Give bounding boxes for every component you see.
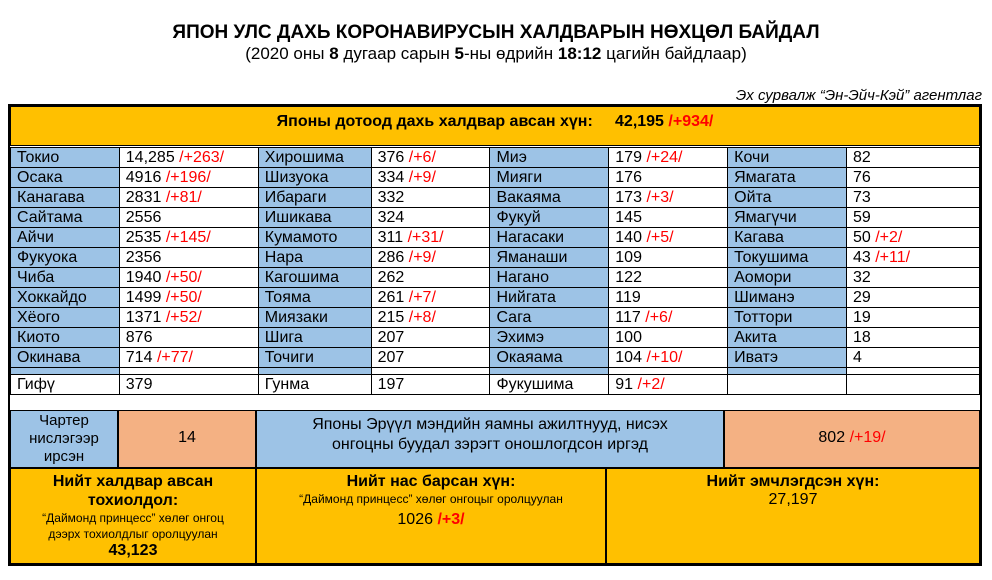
count-value: 311 (377, 229, 404, 246)
prefecture-name: Мияги (490, 168, 609, 188)
table-row (11, 168, 980, 188)
count-delta: /+8/ (408, 309, 436, 326)
count-value: 104 (615, 349, 642, 366)
count-delta: /+10/ (646, 349, 683, 366)
prefecture-name: Тоттори (728, 308, 847, 328)
domestic-total-delta: /+934/ (668, 113, 714, 130)
prefecture-name: Хоккайдо (11, 288, 120, 308)
count-value: 82 (852, 149, 871, 166)
prefecture-name: Шиманэ (728, 288, 847, 308)
count-delta: /+9/ (408, 169, 436, 186)
prefecture-count (846, 268, 979, 288)
prefecture-name: Нара (258, 248, 371, 268)
count-delta: /+50/ (165, 289, 202, 306)
prefecture-count (846, 375, 979, 395)
prefecture-name: Эхимэ (490, 328, 609, 348)
prefecture-name: Ямагата (728, 168, 847, 188)
table-row (11, 148, 980, 168)
prefecture-count (119, 375, 258, 395)
page-subtitle: (2020 оны 8 дугаар сарын 5-ны өдрийн 18:12 цагийн байдлаар) (245, 44, 747, 63)
count-value: 119 (615, 289, 641, 306)
prefecture-name: Нагано (490, 268, 609, 288)
prefecture-name: Гунма (258, 375, 371, 395)
count-value: 1940 (125, 269, 162, 286)
domestic-total-value: 42,195 (615, 113, 664, 130)
table-row (11, 308, 980, 328)
prefecture-count (609, 308, 728, 328)
count-value: 145 (615, 209, 642, 226)
prefecture-count (119, 328, 258, 348)
prefecture-name: Айчи (11, 228, 120, 248)
table-row (11, 328, 980, 348)
count-value: 324 (377, 209, 405, 226)
count-value: 179 (615, 149, 642, 166)
spacer-cell (119, 368, 258, 375)
count-value: 207 (377, 349, 405, 366)
prefecture-count (609, 148, 728, 168)
prefecture-count (371, 208, 490, 228)
table-spacer-row (11, 368, 980, 375)
prefecture-name: Иватэ (728, 348, 847, 368)
count-value: 19 (852, 309, 871, 326)
prefecture-count (609, 168, 728, 188)
prefecture-count (119, 188, 258, 208)
count-value: 50 (852, 229, 871, 246)
prefecture-count (609, 208, 728, 228)
count-delta: /+31/ (407, 229, 444, 246)
prefecture-name: Акита (728, 328, 847, 348)
spacer-cell (258, 368, 371, 375)
prefecture-name: Ойта (728, 188, 847, 208)
spacer-cell (371, 368, 490, 375)
count-delta: /+11/ (875, 249, 911, 266)
prefecture-name: Гифү (11, 375, 120, 395)
prefecture-count (846, 188, 979, 208)
prefecture-count (609, 288, 728, 308)
prefecture-count (119, 168, 258, 188)
prefecture-count (609, 228, 728, 248)
count-value: 4916 (125, 169, 162, 186)
prefecture-count (609, 328, 728, 348)
count-value: 18 (852, 329, 871, 346)
count-value: 2535 (125, 229, 162, 246)
prefecture-count (371, 168, 490, 188)
total-deaths-value: 1026 /+3/ (397, 511, 465, 528)
prefecture-count (119, 308, 258, 328)
spacer-cell (11, 368, 120, 375)
prefecture-name: Тояма (258, 288, 371, 308)
prefecture-count (846, 308, 979, 328)
count-value: 73 (852, 189, 871, 206)
count-value: 1499 (125, 289, 162, 306)
page-title: ЯПОН УЛС ДАХЬ КОРОНАВИРУСЫН ХАЛДВАРЫН НӨХЦӨЛ БАЙДАЛ (172, 22, 820, 43)
total-deaths-box: Нийт нас барсан хүн: “Даймонд принцесс” хөлөг онгоцыг оролцуулан 1026 /+3/ (256, 468, 606, 564)
total-infected-box: Нийт халдвар авсан тохиолдол: “Даймонд принцесс” хөлөг онгоц дээрх тохиолдлыг оролцуулан 43,123 (10, 468, 256, 564)
count-value: 376 (377, 149, 405, 166)
count-value: 140 (615, 229, 642, 246)
count-delta: /+3/ (646, 189, 674, 206)
count-delta: /+6/ (408, 149, 436, 166)
count-value: 76 (852, 169, 871, 186)
count-value: 173 (615, 189, 642, 206)
count-value: 59 (852, 209, 871, 226)
source-note: Эх сурвалж “Эн-Эйч-Кэй” агентлаг (735, 87, 982, 104)
count-value: 334 (377, 169, 405, 186)
domestic-total-label: Японы дотоод дахь халдвар авсан хүн: (276, 113, 593, 130)
prefecture-count (371, 288, 490, 308)
prefecture-count (609, 188, 728, 208)
prefecture-name (728, 375, 847, 395)
count-value: 286 (377, 249, 405, 266)
prefecture-count (609, 348, 728, 368)
prefecture-count (119, 348, 258, 368)
count-delta: /+52/ (165, 309, 202, 326)
prefecture-count (371, 328, 490, 348)
prefecture-name: Миязаки (258, 308, 371, 328)
count-delta: /+196/ (165, 169, 211, 186)
prefecture-count (371, 268, 490, 288)
count-delta: /+7/ (408, 289, 436, 306)
prefecture-name: Окаяама (490, 348, 609, 368)
prefecture-count (119, 268, 258, 288)
prefecture-name: Нийгата (490, 288, 609, 308)
prefecture-name: Кагава (728, 228, 847, 248)
spacer-cell (609, 368, 728, 375)
prefecture-name: Точиги (258, 348, 371, 368)
count-delta: /+145/ (165, 229, 211, 246)
count-value: 2556 (125, 209, 162, 226)
count-value: 122 (615, 269, 642, 286)
prefecture-name: Кумамото (258, 228, 371, 248)
staff-label: Японы Эрүүл мэндийн яамны ажилтнууд, нисэх онгоцны буудал зэрэгт оношлогдсон иргэд (256, 410, 724, 468)
count-delta: /+77/ (156, 349, 193, 366)
count-delta: /+50/ (165, 269, 202, 286)
prefecture-count (846, 228, 979, 248)
charter-value: 14 (118, 410, 256, 468)
count-delta: /+5/ (646, 229, 674, 246)
prefecture-count (846, 248, 979, 268)
prefecture-name: Вакаяма (490, 188, 609, 208)
count-value: 714 (125, 349, 153, 366)
table-row (11, 348, 980, 368)
prefecture-name: Сага (490, 308, 609, 328)
total-recovered-value: 27,197 (768, 491, 818, 508)
charter-label: Чартер нислэгээр ирсэн (10, 410, 118, 468)
count-delta: /+6/ (645, 309, 673, 326)
prefecture-count (119, 228, 258, 248)
prefecture-name: Миэ (490, 148, 609, 168)
prefecture-count (371, 228, 490, 248)
count-delta: /+2/ (637, 376, 665, 393)
prefecture-count (846, 148, 979, 168)
prefecture-name: Осака (11, 168, 120, 188)
prefecture-count (371, 188, 490, 208)
prefecture-name: Аомори (728, 268, 847, 288)
prefecture-table (10, 147, 980, 395)
prefecture-name: Яманаши (490, 248, 609, 268)
prefecture-count (609, 268, 728, 288)
count-value: 2356 (125, 249, 162, 266)
prefecture-count (371, 308, 490, 328)
count-value: 332 (377, 189, 405, 206)
count-delta: /+263/ (179, 149, 225, 166)
table-row (11, 288, 980, 308)
count-value: 215 (377, 309, 405, 326)
staff-value: 802 /+19/ (724, 410, 980, 468)
count-value: 43 (852, 249, 871, 266)
count-value: 32 (852, 269, 871, 286)
count-delta: /+24/ (646, 149, 683, 166)
domestic-total-banner (10, 106, 980, 146)
table-row (11, 248, 980, 268)
prefecture-count (371, 248, 490, 268)
prefecture-name: Хирошима (258, 148, 371, 168)
count-value: 207 (377, 329, 405, 346)
prefecture-name: Фукушима (490, 375, 609, 395)
table-row (11, 375, 980, 395)
prefecture-name: Токио (11, 148, 120, 168)
prefecture-count (119, 148, 258, 168)
table-row (11, 188, 980, 208)
prefecture-count (846, 328, 979, 348)
prefecture-name: Шизуока (258, 168, 371, 188)
prefecture-count (846, 348, 979, 368)
prefecture-name: Кочи (728, 148, 847, 168)
table-row (11, 228, 980, 248)
prefecture-count (846, 288, 979, 308)
count-value: 14,285 (125, 149, 175, 166)
count-value: 197 (377, 376, 405, 393)
count-delta: /+9/ (408, 249, 436, 266)
count-value: 2831 (125, 189, 162, 206)
prefecture-name: Фукуй (490, 208, 609, 228)
prefecture-count (119, 208, 258, 228)
count-value: 100 (615, 329, 642, 346)
prefecture-name: Хёого (11, 308, 120, 328)
prefecture-count (609, 375, 728, 395)
count-value: 379 (125, 376, 153, 393)
spacer-cell (846, 368, 979, 375)
prefecture-count (371, 148, 490, 168)
spacer-cell (728, 368, 847, 375)
count-value: 29 (852, 289, 871, 306)
total-recovered-box: Нийт эмчлэгдсэн хүн: 27,197 (606, 468, 980, 564)
prefecture-name: Кагошима (258, 268, 371, 288)
prefecture-name: Чиба (11, 268, 120, 288)
prefecture-count (119, 288, 258, 308)
total-infected-value: 43,123 (108, 542, 158, 559)
prefecture-name: Киото (11, 328, 120, 348)
count-delta: /+81/ (165, 189, 202, 206)
count-value: 117 (615, 309, 641, 326)
prefecture-name: Нагасаки (490, 228, 609, 248)
prefecture-name: Шига (258, 328, 371, 348)
count-value: 4 (852, 349, 862, 366)
prefecture-name: Ямагүчи (728, 208, 847, 228)
count-value: 176 (615, 169, 642, 186)
prefecture-name: Сайтама (11, 208, 120, 228)
prefecture-name: Ишикава (258, 208, 371, 228)
count-value: 91 (615, 376, 634, 393)
count-value: 876 (125, 329, 153, 346)
prefecture-name: Окинава (11, 348, 120, 368)
prefecture-name: Токушима (728, 248, 847, 268)
count-value: 1371 (125, 309, 162, 326)
prefecture-count (371, 375, 490, 395)
prefecture-name: Фукуока (11, 248, 120, 268)
count-value: 262 (377, 269, 405, 286)
table-row (11, 208, 980, 228)
prefecture-count (609, 248, 728, 268)
count-value: 261 (377, 289, 405, 306)
prefecture-count (846, 168, 979, 188)
prefecture-name: Канагава (11, 188, 120, 208)
prefecture-name: Ибараги (258, 188, 371, 208)
count-value: 109 (615, 249, 642, 266)
prefecture-count (846, 208, 979, 228)
table-row (11, 268, 980, 288)
prefecture-count (371, 348, 490, 368)
prefecture-count (119, 248, 258, 268)
spacer-cell (490, 368, 609, 375)
count-delta: /+2/ (875, 229, 903, 246)
